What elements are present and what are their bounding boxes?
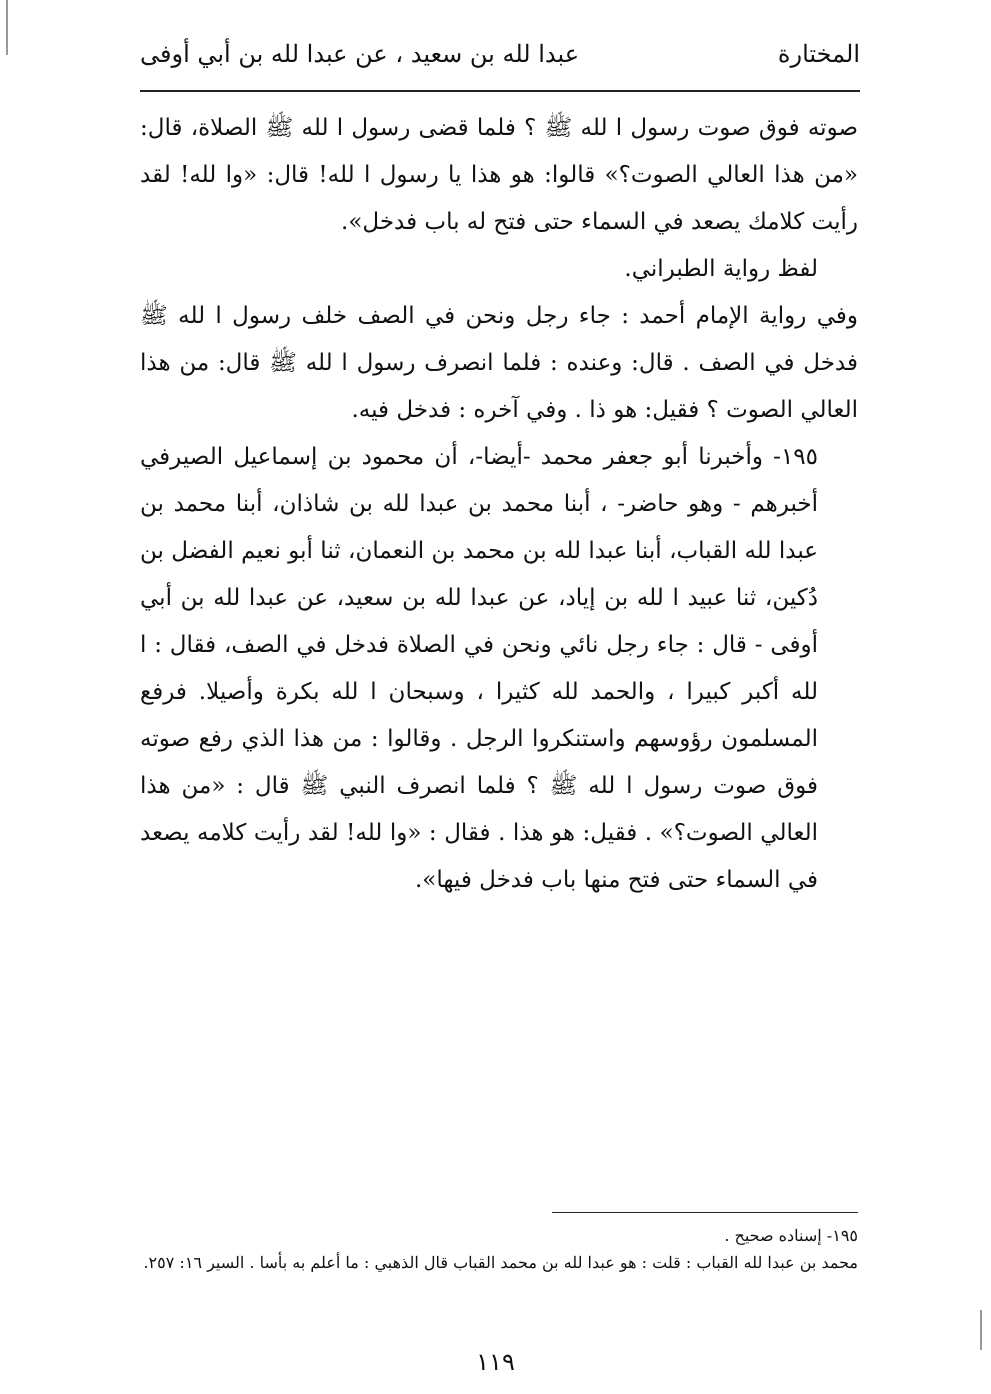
page-number: ١١٩ [476,1348,515,1376]
footnote-line-1: ١٩٥- إسناده صحيح . [724,1226,858,1245]
scan-edge-mark-left [6,0,8,55]
hadith-195: ١٩٥- وأخبرنا أبو جعفر محمد -أيضا-، أن محمود بن إسماعيل الصيرفي أخبرهم - وهو حاضر- ، أبنا محمد بن عبدا لله بن شاذان، أبنا محمد بن عبدا لله القباب، أبنا عبدا لله بن محمد بن النعمان، ثنا أبو نعيم الفضل بن دُكين، ثنا عبيد ا لله بن إياد، عن عبدا لله بن سعيد، عن عبدا لله بن أبي أوفى - قال : جاء رجل نائي ونحن في الصلاة فدخل في الصف، فقال : ا لله أكبر كبيرا ، والحمد لله كثيرا ، وسبحان ا لله بكرة وأصيلا. فرفع المسلمون رؤوسهم واستنكروا الرجل . وقالوا : من هذا الذي رفع صوته فوق صوت رسول ا لله ﷺ ؟ فلما انصرف النبي ﷺ قال : «من هذا العالي الصوت؟» . فقيل: هو هذا . فقال : «وا لله! لقد رأيت كلامه يصعد في السماء حتى فتح منها باب فدخل فيها». [140,444,818,893]
paragraph-3: وفي رواية الإمام أحمد : جاء رجل ونحن في الصف خلف رسول ا لله ﷺ فدخل في الصف . قال: وعنده : فلما انصرف رسول ا لله ﷺ قال: من هذا العالي الصوت ؟ فقيل: هو ذا . وفي آخره : فدخل فيه. [140,303,858,423]
header-rule [140,90,860,92]
paragraph-2: لفظ رواية الطبراني. [624,256,818,282]
section-title: عبدا لله بن سعيد ، عن عبدا لله بن أبي أوفى [140,40,580,68]
footnote-rule [552,1212,858,1213]
main-text [140,105,858,904]
footnote-line-2: محمد بن عبدا لله القباب : قلت : هو عبدا لله بن محمد القباب قال الذهبي : ما أعلم به بأسا . السير ١٦: ٢٥٧. [143,1253,858,1272]
paragraph-1: صوته فوق صوت رسول ا لله ﷺ ؟ فلما قضى رسول ا لله ﷺ الصلاة، قال: «من هذا العالي الصوت؟» قالوا: هو هذا يا رسول ا لله! قال: «وا لله! لقد رأيت كلامك يصعد في السماء حتى فتح له باب فدخل». [140,115,858,235]
footnotes [140,1222,858,1276]
book-title: المختارة [777,40,860,68]
scan-edge-mark-right [980,1310,982,1350]
running-header [140,30,860,90]
